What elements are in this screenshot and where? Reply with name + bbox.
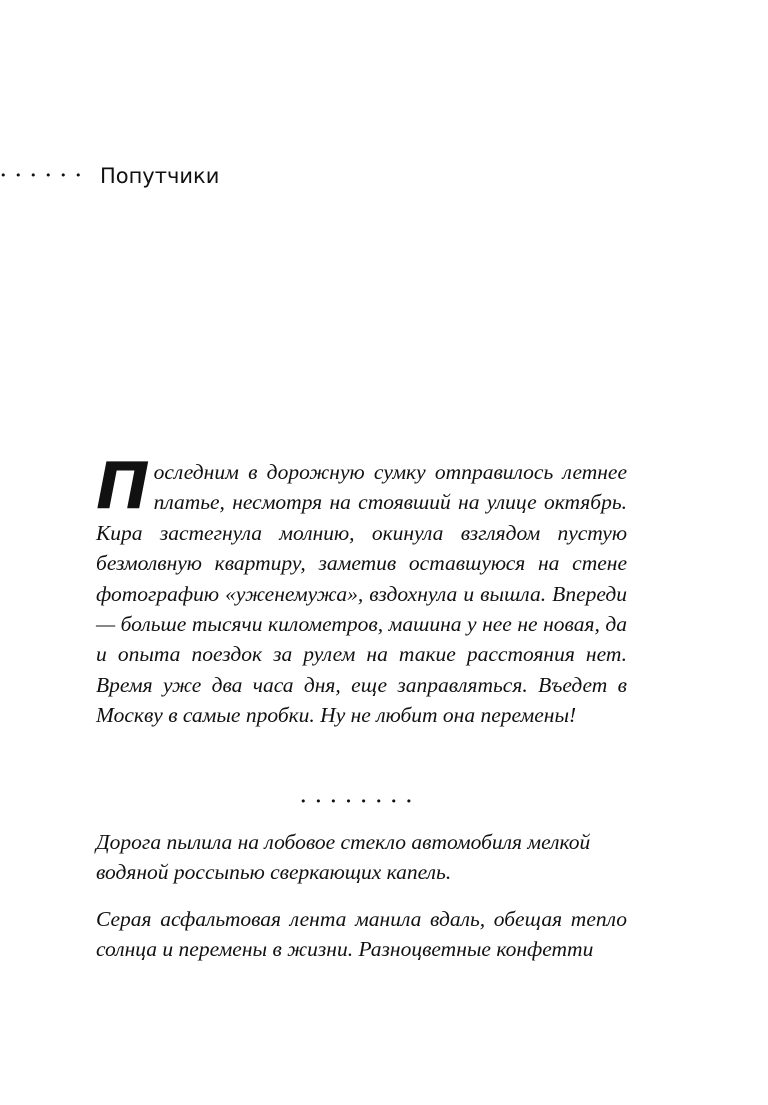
paragraph-1-text: оследним в дорожную сумку отправилось летнее платье, несмотря на стоявший на улице октябрь. Кира застегнула молнию, окинула взглядом пустую безмолвную квартиру, заметив оставшуюся на стене фотографию «уженемужа», вздохнула и вышла. Впереди — больше тысячи километров, машина у нее не новая, да и опыта поездок за рулем на такие расстояния нет. Время уже два часа дня, еще заправляться. Въедет в Москву в самые пробки. Ну не любит она перемены! xyxy=(96,460,627,728)
drop-cap: П xyxy=(96,450,150,524)
chapter-header xyxy=(0,161,219,191)
paragraph-1 xyxy=(96,450,627,731)
chapter-title: Попутчики xyxy=(99,164,220,188)
section-separator-dots: •••••••• xyxy=(300,795,421,808)
header-dots-ornament: •••••• xyxy=(0,169,90,182)
paragraph-3: Серая асфальтовая лента манила вдаль, обещая тепло солнца и перемены в жизни. Разноцветные конфетти xyxy=(96,907,627,962)
paragraph-2: Дорога пылила на лобовое стекло автомобиля мелкой водяной россыпью сверкающих капель. xyxy=(96,830,591,885)
